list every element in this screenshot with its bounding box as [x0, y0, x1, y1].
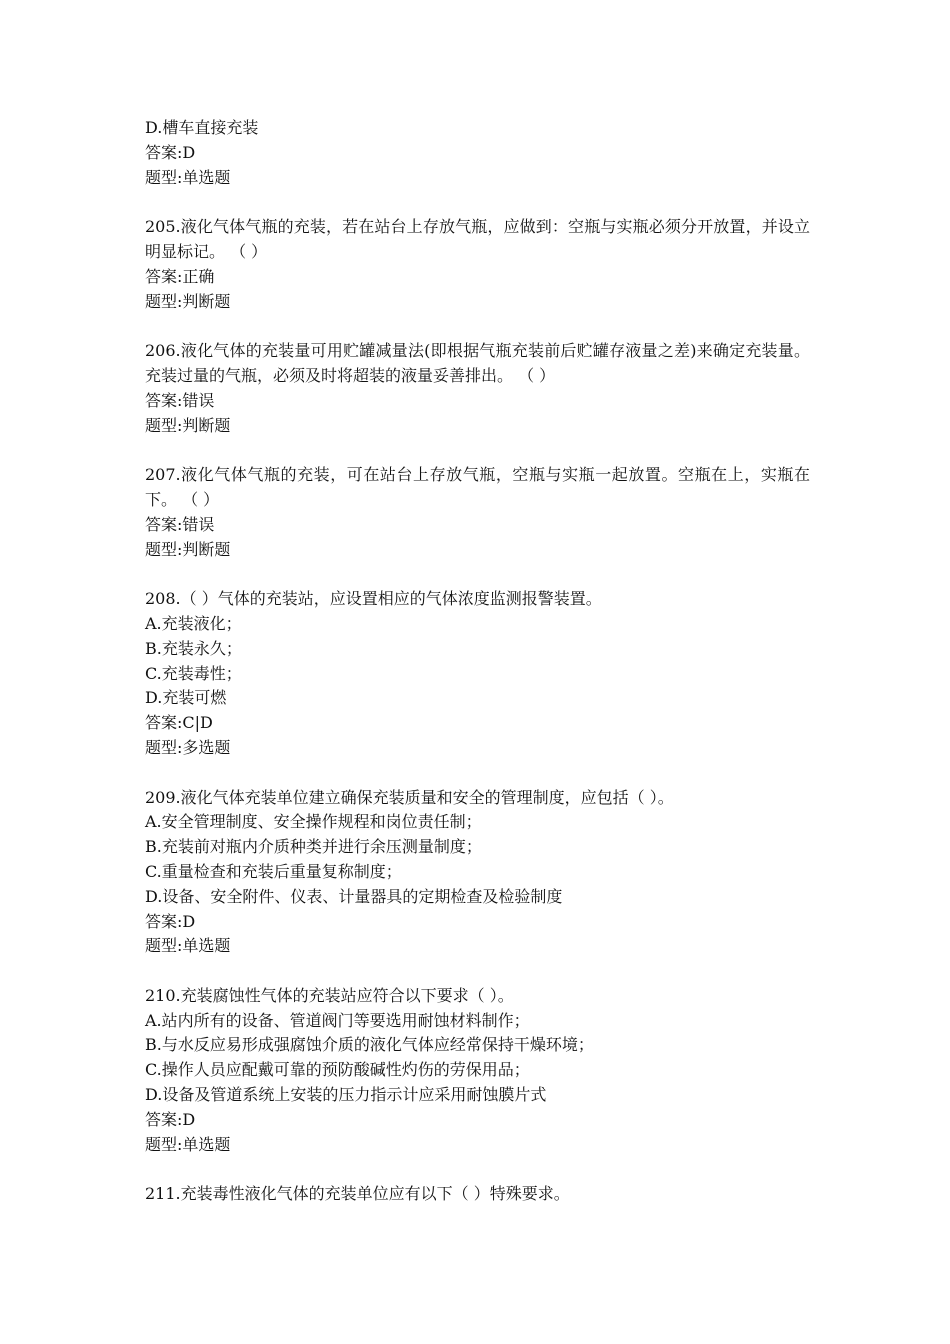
option-line: A.充装液化；	[145, 613, 242, 633]
question-stem: 206.液化气体的充装量可用贮罐减量法(即根据气瓶充装前后贮罐存液量之差)来确定充装量。充装过量的气瓶，必须及时将超装的液量妥善排出。 （ ）	[145, 341, 810, 385]
answer-line: 答案:D	[145, 911, 196, 931]
option-line: B.充装前对瓶内介质种类并进行余压测量制度；	[145, 837, 482, 857]
answer-line: 答案:D	[145, 1109, 196, 1129]
spacer	[145, 761, 810, 786]
option-line: D.充装可燃	[145, 688, 227, 708]
question-stem: 207.液化气体气瓶的充装，可在站台上存放气瓶，空瓶与实瓶一起放置。空瓶在上，实瓶在下。 （ ）	[145, 465, 810, 509]
question-type-line: 题型:判断题	[145, 291, 231, 311]
spacer	[145, 438, 810, 463]
option-line: D.设备、安全附件、仪表、计量器具的定期检查及检验制度	[145, 886, 563, 906]
option-line: C.充装毒性；	[145, 663, 242, 683]
option-line: D.槽车直接充装	[145, 118, 259, 137]
question-stem: 209.液化气体充装单位建立确保充装质量和安全的管理制度，应包括（ ）。	[145, 787, 674, 807]
answer-line: 答案:错误	[145, 514, 215, 534]
option-line: D.设备及管道系统上安装的压力指示计应采用耐蚀膜片式	[145, 1085, 547, 1105]
question-stem: 205.液化气体气瓶的充装，若在站台上存放气瓶，应做到：空瓶与实瓶必须分开放置，并设立明显标记。 （ ）	[145, 217, 810, 261]
spacer	[145, 562, 810, 587]
question-type-line: 题型:判断题	[145, 539, 231, 559]
question-stem: 211.充装毒性液化气体的充装单位应有以下（ ）特殊要求。	[145, 1184, 570, 1204]
spacer	[145, 314, 810, 339]
option-line: B.充装永久；	[145, 638, 242, 658]
spacer	[145, 190, 810, 215]
spacer	[145, 1157, 810, 1182]
question-stem: 210.充装腐蚀性气体的充装站应符合以下要求（ ）。	[145, 985, 514, 1005]
answer-line: 答案:D	[145, 142, 196, 162]
option-line: B.与水反应易形成强腐蚀介质的液化气体应经常保持干燥环境；	[145, 1035, 594, 1055]
option-line: C.重量检查和充装后重量复称制度；	[145, 861, 402, 881]
option-line: A.站内所有的设备、管道阀门等要选用耐蚀材料制作；	[145, 1010, 530, 1030]
option-line: A.安全管理制度、安全操作规程和岗位责任制；	[145, 812, 482, 832]
answer-line: 答案:错误	[145, 390, 215, 410]
option-line: C.操作人员应配戴可靠的预防酸碱性灼伤的劳保用品；	[145, 1060, 530, 1080]
answer-line: 答案:正确	[145, 266, 215, 286]
question-type-line: 题型:多选题	[145, 737, 231, 757]
answer-line: 答案:C|D	[145, 713, 213, 733]
page-content	[145, 116, 810, 1207]
question-stem: 208.（ ）气体的充装站，应设置相应的气体浓度监测报警装置。	[145, 589, 602, 609]
spacer	[145, 959, 810, 984]
question-type-line: 题型:单选题	[145, 1134, 231, 1154]
question-type-line: 题型:单选题	[145, 167, 231, 187]
question-type-line: 题型:单选题	[145, 936, 231, 956]
question-type-line: 题型:判断题	[145, 415, 231, 435]
